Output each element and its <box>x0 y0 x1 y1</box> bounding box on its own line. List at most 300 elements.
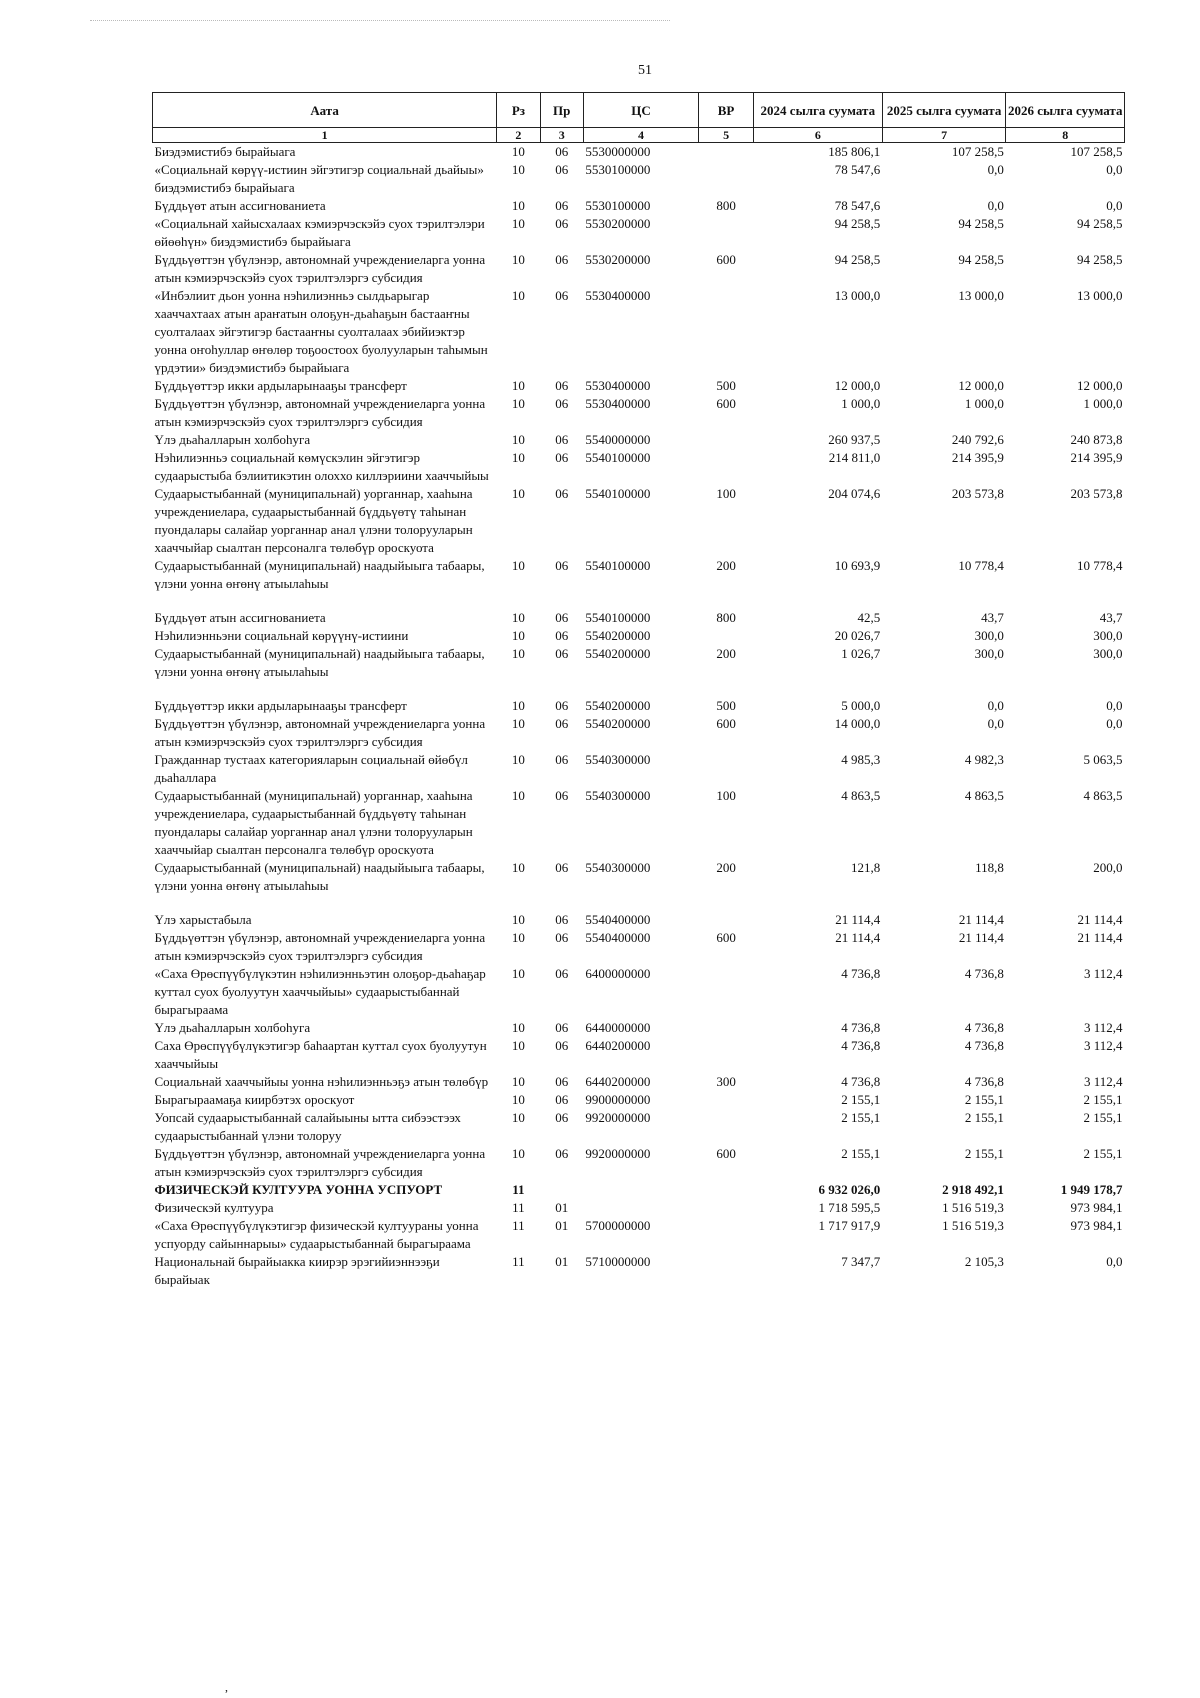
row-vr: 100 <box>716 788 736 803</box>
row-value-2025: 2 155,1 <box>964 1092 1004 1107</box>
row-name: Биэдэмистибэ бырайыага <box>154 144 296 159</box>
row-value-2026: 107 258,5 <box>1070 144 1123 159</box>
row-value-2024: 21 114,4 <box>835 912 881 927</box>
row-name: Социальнай хааччыйыы уонна нэһилиэнньэҕэ атын төлөбүр <box>154 1074 489 1089</box>
row-cs: 5710000000 <box>585 1254 651 1269</box>
row-rz: 10 <box>511 716 525 731</box>
row-cs: 5530400000 <box>585 378 651 393</box>
row-pr: 06 <box>555 912 569 927</box>
row-cs <box>583 1199 698 1217</box>
row-name: Судаарыстыбаннай (муниципальнай) наадыйыыга табаары, үлэни уонна өҥөнү атыылаһыы <box>154 646 485 679</box>
header-cell: 2025 сылга суумата <box>882 93 1006 128</box>
table-row <box>153 377 1125 395</box>
table-row <box>153 395 1125 431</box>
row-cs: 5540100000 <box>585 450 651 465</box>
row-vr <box>699 1109 754 1145</box>
row-rz: 11 <box>512 1218 525 1233</box>
table-row <box>153 715 1125 751</box>
row-value-2026: 3 112,4 <box>1083 1038 1123 1053</box>
row-cs: 5540100000 <box>585 486 651 501</box>
row-name: «Саха Өрөспүүбүлүкэтигэр физическэй култуураны уонна успуорду сайыннарыы» судаарыстыбаннай бырагыраама <box>154 1218 479 1251</box>
row-rz: 10 <box>511 432 525 447</box>
row-value-2024: 214 811,0 <box>828 450 881 465</box>
row-vr <box>699 1091 754 1109</box>
row-pr: 01 <box>555 1254 569 1269</box>
row-cs: 5540100000 <box>585 610 651 625</box>
row-vr <box>699 627 754 645</box>
row-value-2025: 0,0 <box>987 716 1004 731</box>
row-vr: 500 <box>716 378 736 393</box>
row-pr: 06 <box>555 144 569 159</box>
header-number: 7 <box>882 128 1006 143</box>
row-value-2026: 200,0 <box>1093 860 1123 875</box>
row-pr: 06 <box>555 1110 569 1125</box>
row-name: Гражданнар тустаах категорияларын социальнай өйөбүл дьаһаллара <box>154 752 468 785</box>
row-value-2025: 4 982,3 <box>964 752 1004 767</box>
row-value-2024: 5 000,0 <box>841 698 881 713</box>
row-value-2024: 1 026,7 <box>841 646 881 661</box>
row-value-2025: 0,0 <box>987 698 1004 713</box>
row-value-2026: 21 114,4 <box>1077 912 1123 927</box>
row-pr: 06 <box>555 1092 569 1107</box>
row-value-2024: 185 806,1 <box>828 144 881 159</box>
row-pr: 06 <box>555 1038 569 1053</box>
row-value-2026: 3 112,4 <box>1083 1020 1123 1035</box>
table-row <box>153 645 1125 697</box>
row-value-2026: 0,0 <box>1106 162 1123 177</box>
row-cs: 5530100000 <box>585 198 651 213</box>
table-row <box>153 485 1125 557</box>
header-number: 8 <box>1006 128 1125 143</box>
table-row <box>153 143 1125 162</box>
row-value-2025: 4 736,8 <box>964 1038 1004 1053</box>
row-value-2024: 4 736,8 <box>841 966 881 981</box>
row-pr: 06 <box>555 216 569 231</box>
table-row <box>153 1199 1125 1217</box>
row-value-2026: 973 984,1 <box>1070 1218 1123 1233</box>
row-vr <box>699 143 754 162</box>
row-value-2026: 12 000,0 <box>1077 378 1123 393</box>
row-vr <box>699 1019 754 1037</box>
row-rz: 10 <box>511 252 525 267</box>
row-cs: 5540300000 <box>585 860 651 875</box>
row-name: Национальнай бырайыакка киирэр эрэгийиэннээҕи бырайыак <box>154 1254 440 1287</box>
table-row <box>153 449 1125 485</box>
row-value-2025: 300,0 <box>974 628 1004 643</box>
table-row <box>153 557 1125 609</box>
row-value-2026: 4 863,5 <box>1083 788 1123 803</box>
row-pr: 06 <box>555 378 569 393</box>
row-pr: 06 <box>555 610 569 625</box>
row-rz: 10 <box>511 698 525 713</box>
row-pr: 06 <box>555 450 569 465</box>
row-pr: 06 <box>555 788 569 803</box>
row-name: Үлэ дьаһалларын холбоһуга <box>154 1020 311 1035</box>
row-vr: 500 <box>716 698 736 713</box>
row-name: Бүддьүөттэн үбүлэнэр, автономнай учреждениеларга уонна атын кэмиэрчэскэйэ суох тэрилтэлэргэ субсидия <box>154 396 486 429</box>
row-vr <box>699 1217 754 1253</box>
row-vr: 200 <box>716 558 736 573</box>
row-value-2024: 42,5 <box>857 610 881 625</box>
row-pr: 06 <box>555 288 569 303</box>
row-value-2026: 1 000,0 <box>1083 396 1123 411</box>
row-name: Бүддьүөттэр икки ардыларынааҕы трансферт <box>154 378 407 393</box>
row-value-2024: 6 932 026,0 <box>818 1182 881 1197</box>
row-name: Бүддьүөттэн үбүлэнэр, автономнай учреждениеларга уонна атын кэмиэрчэскэйэ суох тэрилтэлэргэ субсидия <box>154 930 486 963</box>
row-name: Физическэй култуура <box>154 1200 274 1215</box>
row-value-2024: 2 155,1 <box>841 1146 881 1161</box>
row-name: Үлэ дьаһалларын холбоһуга <box>154 432 311 447</box>
row-value-2025: 2 155,1 <box>964 1146 1004 1161</box>
header-number: 4 <box>583 128 698 143</box>
row-pr: 06 <box>555 1020 569 1035</box>
row-value-2025: 12 000,0 <box>958 378 1004 393</box>
row-value-2024: 4 736,8 <box>841 1074 881 1089</box>
row-name: «Инбэлиит дьон уонна нэһилиэнньэ сылдьарыгар хааччахтаах атын араҥатын олоҕун-дьаһаҕын бастааҥны суолталаах эйгэтигэр бастааҥны суолталаах эбийиэктэр уонна оҥоһуллар өҥөлөр тоҕоостоох буолууларын таһымын үрдэтии» биэдэмистибэ бырайыага <box>154 288 488 375</box>
row-rz: 10 <box>511 930 525 945</box>
row-name: Уопсай судаарыстыбаннай салайыыны ытта сибээстээх судаарыстыбаннай үлэни толоруу <box>154 1110 461 1143</box>
header-cell: Аата <box>153 93 497 128</box>
row-value-2024: 1 718 595,5 <box>818 1200 881 1215</box>
row-cs: 6440000000 <box>585 1020 651 1035</box>
row-value-2024: 78 547,6 <box>834 198 881 213</box>
row-pr: 06 <box>555 486 569 501</box>
row-value-2025: 203 573,8 <box>951 486 1004 501</box>
table-row <box>153 1109 1125 1145</box>
row-value-2026: 13 000,0 <box>1077 288 1123 303</box>
row-pr: 06 <box>555 1074 569 1089</box>
row-cs: 5540400000 <box>585 930 651 945</box>
table-row <box>153 1181 1125 1199</box>
row-name: Судаарыстыбаннай (муниципальнай) уорганнар, хааһына учреждениелара, судаарыстыбаннай бүддьүөтү таһынан пуондалары салайар уорганнар анал үлэни толорууларын хааччыйар сыалтан персоналга төлөбүр ороскуота <box>154 788 473 857</box>
row-pr: 01 <box>555 1200 569 1215</box>
row-cs: 5540200000 <box>585 646 651 661</box>
row-value-2025: 0,0 <box>987 198 1004 213</box>
table-row <box>153 1091 1125 1109</box>
row-vr: 600 <box>716 930 736 945</box>
row-pr: 06 <box>555 432 569 447</box>
row-value-2024: 260 937,5 <box>828 432 881 447</box>
row-vr <box>699 431 754 449</box>
row-name: ФИЗИЧЕСКЭЙ КУЛТУУРА УОННА УСПУОРТ <box>154 1182 443 1197</box>
row-name: Бүддьүөттэн үбүлэнэр, автономнай учреждениеларга уонна атын кэмиэрчэскэйэ суох тэрилтэлэргэ субсидия <box>154 252 486 285</box>
scan-artifact-line <box>90 20 670 21</box>
row-vr: 600 <box>716 1146 736 1161</box>
row-name: Бүддьүөттэр икки ардыларынааҕы трансферт <box>154 698 407 713</box>
row-rz: 10 <box>511 396 525 411</box>
row-value-2024: 7 347,7 <box>841 1254 881 1269</box>
row-value-2025: 1 516 519,3 <box>942 1200 1004 1215</box>
row-value-2025: 4 736,8 <box>964 966 1004 981</box>
row-pr <box>540 1181 583 1199</box>
row-value-2026: 0,0 <box>1106 198 1123 213</box>
row-pr: 06 <box>555 628 569 643</box>
table-row <box>153 197 1125 215</box>
row-cs: 5530200000 <box>585 252 651 267</box>
table-row <box>153 965 1125 1019</box>
row-vr <box>699 965 754 1019</box>
row-value-2025: 1 516 519,3 <box>942 1218 1004 1233</box>
row-name: Нэһилиэнньэ социальнай көмүскэлин эйгэтигэр судаарыстыба бэлиитикэтин олоххо киллэриини хааччыйыы <box>154 450 489 483</box>
row-value-2026: 300,0 <box>1093 646 1123 661</box>
row-value-2026: 21 114,4 <box>1077 930 1123 945</box>
row-value-2025: 43,7 <box>981 610 1004 625</box>
row-cs: 5530400000 <box>585 288 651 303</box>
row-cs: 5540400000 <box>585 912 651 927</box>
row-vr: 800 <box>716 610 736 625</box>
table-body <box>153 143 1125 1290</box>
header-number: 2 <box>497 128 540 143</box>
row-value-2024: 94 258,5 <box>834 216 881 231</box>
row-value-2025: 214 395,9 <box>951 450 1004 465</box>
table-row <box>153 431 1125 449</box>
page-number: 51 <box>638 63 652 78</box>
row-value-2025: 21 114,4 <box>958 912 1004 927</box>
row-value-2026: 973 984,1 <box>1070 1200 1123 1215</box>
header-number: 5 <box>699 128 754 143</box>
header-number-row <box>153 128 1125 143</box>
table-row <box>153 1253 1125 1289</box>
row-pr: 06 <box>555 860 569 875</box>
table-row <box>153 609 1125 627</box>
row-value-2026: 94 258,5 <box>1077 252 1123 267</box>
row-value-2025: 2 918 492,1 <box>942 1182 1004 1197</box>
row-vr <box>699 1199 754 1217</box>
row-rz: 10 <box>511 1092 525 1107</box>
row-cs: 5700000000 <box>585 1218 651 1233</box>
row-name: Бүддьүөт атын ассигнованиета <box>154 610 326 625</box>
row-rz: 10 <box>511 198 525 213</box>
row-value-2024: 14 000,0 <box>834 716 881 731</box>
row-value-2025: 4 736,8 <box>964 1020 1004 1035</box>
row-value-2026: 2 155,1 <box>1083 1092 1123 1107</box>
row-name: «Социальнай көрүү-истиин эйгэтигэр социальнай дьайыы» биэдэмистибэ бырайыага <box>154 162 484 195</box>
row-value-2026: 300,0 <box>1093 628 1123 643</box>
row-name: «Саха Өрөспүүбүлүкэтин нэһилиэнньэтин олоҕор-дьаһаҕар куттал суох буолуутун хааччыйыы» судаарыстыбаннай бырагыраама <box>154 966 486 1017</box>
row-pr: 06 <box>555 646 569 661</box>
table-row <box>153 697 1125 715</box>
table-row <box>153 911 1125 929</box>
row-cs: 9900000000 <box>585 1092 651 1107</box>
row-value-2026: 240 873,8 <box>1070 432 1123 447</box>
row-name: Судаарыстыбаннай (муниципальнай) наадыйыыга табаары, үлэни уонна өҥөнү атыылаһыы <box>154 558 485 591</box>
row-pr: 06 <box>555 1146 569 1161</box>
header-number: 3 <box>540 128 583 143</box>
row-name: Бырагыраамаҕа киирбэтэх ороскуот <box>154 1092 355 1107</box>
table-row <box>153 251 1125 287</box>
row-rz: 10 <box>511 1074 525 1089</box>
header-row <box>153 93 1125 128</box>
row-cs: 6400000000 <box>585 966 651 981</box>
table-row <box>153 1073 1125 1091</box>
row-value-2025: 10 778,4 <box>958 558 1004 573</box>
table-row <box>153 161 1125 197</box>
table-row <box>153 929 1125 965</box>
row-cs: 5540200000 <box>585 716 651 731</box>
row-name: Судаарыстыбаннай (муниципальнай) наадыйыыга табаары, үлэни уонна өҥөнү атыылаһыы <box>154 860 485 893</box>
row-name: Үлэ харыстабыла <box>154 912 252 927</box>
row-rz: 10 <box>511 788 525 803</box>
row-value-2026: 10 778,4 <box>1077 558 1123 573</box>
row-rz: 10 <box>511 1020 525 1035</box>
row-value-2025: 2 105,3 <box>964 1254 1004 1269</box>
row-value-2025: 21 114,4 <box>958 930 1004 945</box>
row-pr: 06 <box>555 162 569 177</box>
row-value-2025: 107 258,5 <box>951 144 1004 159</box>
row-pr: 06 <box>555 966 569 981</box>
row-name: Нэһилиэнньэни социальнай көрүүнү-истиини <box>154 628 409 643</box>
table-row <box>153 751 1125 787</box>
table-row <box>153 787 1125 859</box>
row-rz: 10 <box>511 912 525 927</box>
row-vr <box>699 1037 754 1073</box>
row-value-2026: 43,7 <box>1099 610 1123 625</box>
row-name: Бүддьүөт атын ассигнованиета <box>154 198 326 213</box>
table-row <box>153 627 1125 645</box>
row-value-2025: 1 000,0 <box>964 396 1004 411</box>
row-value-2024: 4 985,3 <box>841 752 881 767</box>
table-row <box>153 287 1125 377</box>
row-vr <box>699 751 754 787</box>
row-vr <box>699 1253 754 1289</box>
row-value-2024: 20 026,7 <box>834 628 881 643</box>
row-cs: 9920000000 <box>585 1146 651 1161</box>
row-rz: 10 <box>511 1146 525 1161</box>
row-value-2026: 203 573,8 <box>1070 486 1123 501</box>
row-rz: 10 <box>511 752 525 767</box>
row-rz: 10 <box>511 610 525 625</box>
table-row <box>153 215 1125 251</box>
row-value-2026: 0,0 <box>1106 716 1123 731</box>
row-value-2024: 4 736,8 <box>841 1020 881 1035</box>
row-value-2025: 94 258,5 <box>958 252 1004 267</box>
row-value-2024: 78 547,6 <box>834 162 881 177</box>
row-value-2024: 10 693,9 <box>834 558 881 573</box>
row-vr: 600 <box>716 716 736 731</box>
row-rz: 10 <box>511 558 525 573</box>
row-rz: 10 <box>511 378 525 393</box>
row-value-2025: 4 863,5 <box>964 788 1004 803</box>
row-value-2026: 0,0 <box>1106 1254 1123 1269</box>
row-vr <box>699 161 754 197</box>
row-rz: 10 <box>511 1110 525 1125</box>
row-rz: 10 <box>511 486 525 501</box>
row-rz: 10 <box>511 144 525 159</box>
row-rz: 10 <box>511 1038 525 1053</box>
row-value-2026: 2 155,1 <box>1083 1110 1123 1125</box>
row-value-2024: 121,8 <box>850 860 881 875</box>
row-cs: 6440200000 <box>585 1074 651 1089</box>
row-value-2024: 1 717 917,9 <box>818 1218 881 1233</box>
row-value-2024: 4 863,5 <box>841 788 881 803</box>
row-pr: 06 <box>555 698 569 713</box>
row-pr: 06 <box>555 198 569 213</box>
row-value-2024: 2 155,1 <box>841 1092 881 1107</box>
row-value-2024: 1 000,0 <box>841 396 881 411</box>
row-rz: 10 <box>511 860 525 875</box>
row-value-2025: 0,0 <box>987 162 1004 177</box>
row-rz: 10 <box>511 216 525 231</box>
header-cell: ВР <box>699 93 754 128</box>
row-pr: 06 <box>555 930 569 945</box>
row-cs: 5540000000 <box>585 432 651 447</box>
row-rz: 10 <box>511 162 525 177</box>
row-vr: 200 <box>716 646 736 661</box>
table-row <box>153 1217 1125 1253</box>
row-name: Саха Өрөспүүбүлүкэтигэр баһаартан куттал суох буолуутун хааччыйыы <box>154 1038 487 1071</box>
row-vr <box>699 1181 754 1199</box>
row-cs <box>583 1181 698 1199</box>
row-rz: 10 <box>511 288 525 303</box>
header-number: 6 <box>753 128 882 143</box>
row-name: Бүддьүөттэн үбүлэнэр, автономнай учреждениеларга уонна атын кэмиэрчэскэйэ суох тэрилтэлэргэ субсидия <box>154 1146 486 1179</box>
row-cs: 6440200000 <box>585 1038 651 1053</box>
row-name: Судаарыстыбаннай (муниципальнай) уорганнар, хааһына учреждениелара, судаарыстыбаннай бүддьүөтү таһынан пуондалары салайар уорганнар анал үлэни толорууларын хааччыйар сыалтан персоналга төлөбүр ороскуота <box>154 486 473 555</box>
row-cs: 5540200000 <box>585 698 651 713</box>
row-value-2026: 94 258,5 <box>1077 216 1123 231</box>
row-vr: 800 <box>716 198 736 213</box>
row-pr: 06 <box>555 252 569 267</box>
row-cs: 5540100000 <box>585 558 651 573</box>
row-value-2025: 94 258,5 <box>958 216 1004 231</box>
row-cs: 5540200000 <box>585 628 651 643</box>
row-value-2024: 21 114,4 <box>835 930 881 945</box>
row-vr <box>699 287 754 377</box>
table-row <box>153 859 1125 911</box>
row-pr: 06 <box>555 558 569 573</box>
row-vr: 100 <box>716 486 736 501</box>
row-vr <box>699 911 754 929</box>
row-cs: 5530400000 <box>585 396 651 411</box>
row-value-2026: 3 112,4 <box>1083 966 1123 981</box>
row-vr: 200 <box>716 860 736 875</box>
row-value-2026: 1 949 178,7 <box>1060 1182 1123 1197</box>
row-rz: 11 <box>512 1182 525 1197</box>
row-pr: 01 <box>555 1218 569 1233</box>
row-rz: 11 <box>512 1200 525 1215</box>
row-vr: 600 <box>716 252 736 267</box>
row-vr <box>699 215 754 251</box>
row-value-2025: 300,0 <box>974 646 1004 661</box>
row-value-2025: 118,8 <box>975 860 1004 875</box>
header-cell: 2026 сылга суумата <box>1006 93 1125 128</box>
scan-mark: , <box>225 1680 228 1694</box>
row-vr <box>699 449 754 485</box>
row-value-2024: 94 258,5 <box>834 252 881 267</box>
row-name: «Социальнай хайысхалаах кэмиэрчэскэйэ суох тэрилтэлэри өйөөһүн» биэдэмистибэ бырайыага <box>154 216 485 249</box>
row-cs: 5540300000 <box>585 788 651 803</box>
row-value-2026: 3 112,4 <box>1083 1074 1123 1089</box>
row-cs: 5530200000 <box>585 216 651 231</box>
row-vr: 300 <box>716 1074 736 1089</box>
row-value-2025: 240 792,6 <box>951 432 1004 447</box>
row-vr: 600 <box>716 396 736 411</box>
table-row <box>153 1037 1125 1073</box>
row-value-2026: 0,0 <box>1106 698 1123 713</box>
row-value-2024: 13 000,0 <box>834 288 881 303</box>
row-cs: 5540300000 <box>585 752 651 767</box>
row-pr: 06 <box>555 716 569 731</box>
row-value-2026: 214 395,9 <box>1070 450 1123 465</box>
row-value-2026: 5 063,5 <box>1083 752 1123 767</box>
header-number: 1 <box>153 128 497 143</box>
row-pr: 06 <box>555 396 569 411</box>
header-cell: ЦС <box>583 93 698 128</box>
row-value-2024: 2 155,1 <box>841 1110 881 1125</box>
row-cs: 5530100000 <box>585 162 651 177</box>
row-value-2024: 4 736,8 <box>841 1038 881 1053</box>
row-rz: 11 <box>512 1254 525 1269</box>
